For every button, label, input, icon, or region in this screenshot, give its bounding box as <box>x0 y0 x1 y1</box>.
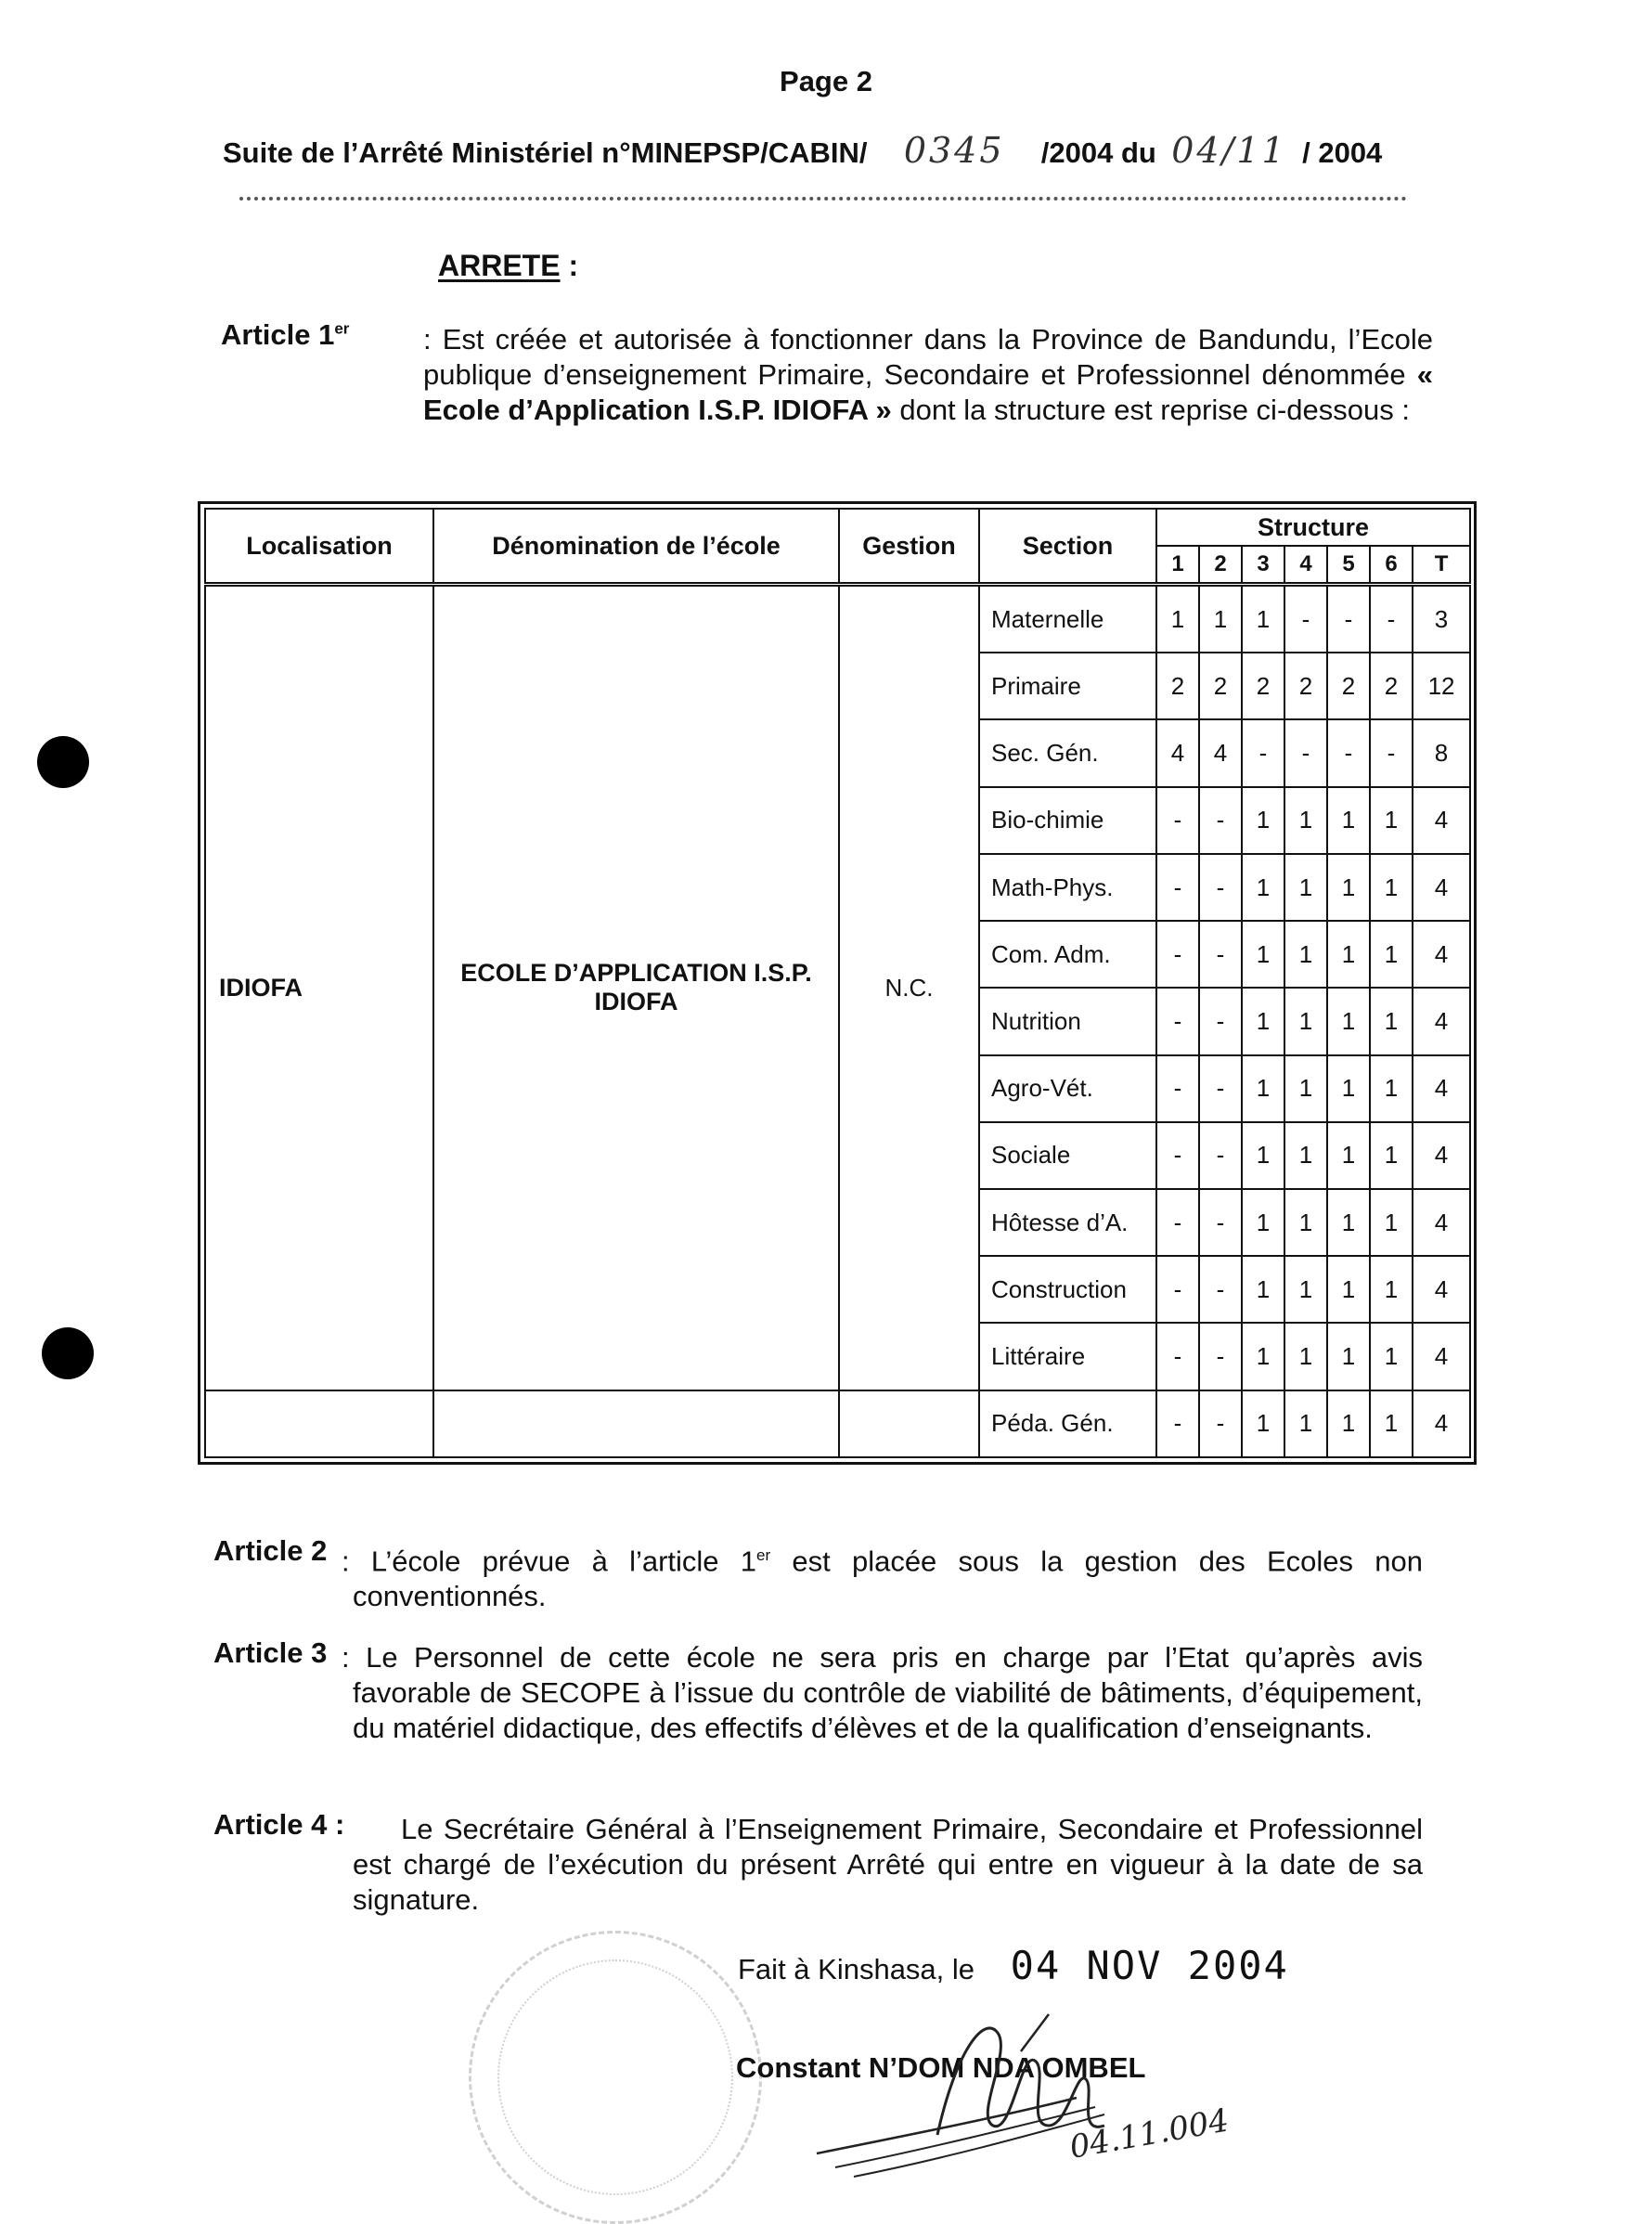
handwritten-decree-date: 04/11 <box>1171 130 1287 171</box>
cell-structure-value: 1 <box>1370 854 1413 921</box>
cell-section: Com. Adm. <box>979 921 1156 988</box>
cell-section: Péda. Gén. <box>979 1390 1156 1457</box>
punch-hole <box>37 736 89 788</box>
article-1-label <box>221 318 349 352</box>
cell-structure-value: - <box>1156 1323 1199 1390</box>
header-gestion: Gestion <box>839 509 979 585</box>
article-2-text-b: est placée sous la gestion des Ecoles non conventionnés. <box>353 1545 1423 1613</box>
header-structure-col: T <box>1413 546 1470 585</box>
cell-structure-value: 1 <box>1284 1055 1327 1122</box>
cell-empty <box>205 1390 433 1457</box>
cell-structure-value: - <box>1199 787 1242 854</box>
cell-structure-value: 1 <box>1284 854 1327 921</box>
article-2-text <box>342 1538 1423 1614</box>
cell-structure-value: 1 <box>1370 988 1413 1054</box>
cell-structure-value: 1 <box>1242 1189 1284 1256</box>
header-structure-col: 2 <box>1199 546 1242 585</box>
cell-structure-value: - <box>1156 988 1199 1054</box>
cell-structure-value: - <box>1370 719 1413 786</box>
decree-year-end: / 2004 <box>1302 136 1383 169</box>
cell-structure-value: 1 <box>1327 1390 1370 1457</box>
article-1-text <box>423 322 1433 428</box>
article-2-text-sup: er <box>756 1546 771 1564</box>
table-row <box>205 585 1470 653</box>
cell-structure-value: 2 <box>1284 653 1327 719</box>
cell-structure-value: 1 <box>1284 1256 1327 1323</box>
handwritten-decree-number: 0345 <box>903 130 1005 171</box>
cell-structure-value: 2 <box>1199 653 1242 719</box>
cell-structure-value: - <box>1327 719 1370 786</box>
cell-structure-value: 1 <box>1242 585 1284 653</box>
cell-section: Math-Phys. <box>979 854 1156 921</box>
cell-structure-value: 1 <box>1284 921 1327 988</box>
cell-structure-value: 1 <box>1242 1122 1284 1189</box>
cell-section: Agro-Vét. <box>979 1055 1156 1122</box>
cell-structure-value: 4 <box>1413 787 1470 854</box>
cell-structure-value: 1 <box>1370 1055 1413 1122</box>
cell-structure-value: - <box>1156 854 1199 921</box>
signature-date: 04.11.004 <box>1066 2101 1232 2166</box>
cell-structure-value: 2 <box>1242 653 1284 719</box>
cell-structure-value: 1 <box>1327 921 1370 988</box>
cell-structure-value: 4 <box>1413 1122 1470 1189</box>
cell-structure-value: - <box>1156 1390 1199 1457</box>
header-denomination: Dénomination de l’école <box>433 509 839 585</box>
cell-empty <box>433 1390 839 1457</box>
cell-structure-value: - <box>1199 854 1242 921</box>
cell-structure-value: 1 <box>1327 988 1370 1054</box>
cell-structure-value: 1 <box>1327 787 1370 854</box>
article-3-label: Article 3 <box>213 1636 328 1669</box>
place-and-date <box>738 1943 1289 1988</box>
cell-structure-value: 1 <box>1370 1122 1413 1189</box>
cell-structure-value: - <box>1199 1122 1242 1189</box>
cell-structure-value: 4 <box>1199 719 1242 786</box>
cell-structure-value: 1 <box>1370 1323 1413 1390</box>
article-4-text: Le Secrétaire Général à l’Enseignement Primaire, Secondaire et Professionnel est chargé de l’exécution du présent Arrêté qui entre en vigueur à la date de sa signature. <box>353 1813 1423 1916</box>
cell-structure-value: - <box>1284 719 1327 786</box>
cell-gestion: N.C. <box>839 585 979 1390</box>
structure-table <box>198 501 1477 1465</box>
header-structure-col: 3 <box>1242 546 1284 585</box>
cell-structure-value: 4 <box>1413 921 1470 988</box>
cell-structure-value: 1 <box>1284 1122 1327 1189</box>
article-3-text: : Le Personnel de cette école ne sera pris en charge par l’Etat qu’après avis favorable de SECOPE à l’issue du contrôle de viabilité de bâtiments, d’équipement, du matériel didactique, des effectifs d’élèves et de la qualification d’enseignants. <box>342 1641 1423 1744</box>
cell-structure-value: - <box>1199 1055 1242 1122</box>
cell-structure-value: 2 <box>1156 653 1199 719</box>
date-stamp: 04 NOV 2004 <box>1010 1943 1289 1988</box>
cell-structure-value: - <box>1199 1189 1242 1256</box>
cell-structure-value: 1 <box>1284 988 1327 1054</box>
cell-structure-value: 1 <box>1370 1189 1413 1256</box>
decree-reference-prefix: Suite de l’Arrêté Ministériel n°MINEPSP/CABIN/ <box>223 136 868 169</box>
cell-structure-value: - <box>1156 1256 1199 1323</box>
article-1-text-b: dont la structure est reprise ci-dessous : <box>891 394 1410 426</box>
cell-structure-value: - <box>1156 1189 1199 1256</box>
cell-structure-value: - <box>1199 1390 1242 1457</box>
cell-section: Primaire <box>979 653 1156 719</box>
cell-structure-value: 1 <box>1242 1390 1284 1457</box>
section-title <box>438 249 578 283</box>
cell-section: Maternelle <box>979 585 1156 653</box>
cell-structure-value: 1 <box>1242 1256 1284 1323</box>
cell-structure-value: 4 <box>1413 1189 1470 1256</box>
cell-section: Construction <box>979 1256 1156 1323</box>
cell-structure-value: 1 <box>1327 1189 1370 1256</box>
cell-structure-value: 8 <box>1413 719 1470 786</box>
cell-structure-value: - <box>1284 585 1327 653</box>
cell-structure-value: 1 <box>1242 988 1284 1054</box>
cell-structure-value: 1 <box>1327 854 1370 921</box>
cell-structure-value: 1 <box>1284 1189 1327 1256</box>
official-seal-stamp <box>469 1931 762 2224</box>
handwritten-signature <box>798 1996 1232 2181</box>
decree-year-separator: /2004 du <box>1040 136 1156 169</box>
cell-structure-value: 4 <box>1413 1256 1470 1323</box>
cell-section: Bio-chimie <box>979 787 1156 854</box>
cell-structure-value: 4 <box>1413 1390 1470 1457</box>
cell-section: Littéraire <box>979 1323 1156 1390</box>
structure-table-grid <box>204 508 1471 1458</box>
cell-empty <box>839 1390 979 1457</box>
place-label: Fait à Kinshasa, le <box>738 1953 975 1985</box>
article-4-label: Article 4 : <box>213 1808 345 1841</box>
cell-structure-value: 1 <box>1284 1390 1327 1457</box>
cell-structure-value: 4 <box>1156 719 1199 786</box>
cell-structure-value: 1 <box>1327 1122 1370 1189</box>
school-name: « Ecole d’Application I.S.P. IDIOFA » <box>423 358 1433 426</box>
section-title-text: ARRETE <box>438 249 561 282</box>
cell-structure-value: 1 <box>1242 1323 1284 1390</box>
header-divider <box>239 197 1407 200</box>
cell-structure-value: 2 <box>1327 653 1370 719</box>
cell-structure-value: 1 <box>1199 585 1242 653</box>
cell-section: Sociale <box>979 1122 1156 1189</box>
header-structure-col: 5 <box>1327 546 1370 585</box>
cell-structure-value: 4 <box>1413 1055 1470 1122</box>
signer-name: Constant N’DOM NDA OMBEL <box>736 2051 1146 2084</box>
punch-hole <box>42 1327 94 1379</box>
cell-structure-value: 1 <box>1242 921 1284 988</box>
cell-structure-value: 1 <box>1242 854 1284 921</box>
cell-structure-value: 12 <box>1413 653 1470 719</box>
article-2-text-a: : L’école prévue à l’article 1 <box>342 1545 757 1578</box>
cell-structure-value: - <box>1156 921 1199 988</box>
cell-structure-value: - <box>1370 585 1413 653</box>
page-number: Page 2 <box>780 65 872 97</box>
cell-section: Hôtesse d’A. <box>979 1189 1156 1256</box>
header-localisation: Localisation <box>205 509 433 585</box>
article-1-label-sup: er <box>334 319 350 338</box>
cell-structure-value: - <box>1199 921 1242 988</box>
cell-localisation: IDIOFA <box>205 585 433 1390</box>
header-section: Section <box>979 509 1156 585</box>
section-title-colon: : <box>560 249 579 282</box>
cell-structure-value: 4 <box>1413 988 1470 1054</box>
cell-structure-value: 1 <box>1370 787 1413 854</box>
cell-structure-value: - <box>1199 1256 1242 1323</box>
article-1-text-a: : Est créée et autorisée à fonctionner dans la Province de Bandundu, l’Ecole publique d’enseignement Primaire, Secondaire et Professionnel dénommée <box>423 323 1433 391</box>
header-structure: Structure <box>1156 509 1470 546</box>
cell-denomination: ECOLE D’APPLICATION I.S.P. IDIOFA <box>433 585 839 1390</box>
cell-structure-value: 1 <box>1370 1256 1413 1323</box>
cell-structure-value: 1 <box>1327 1256 1370 1323</box>
cell-structure-value: 1 <box>1284 1323 1327 1390</box>
cell-structure-value: - <box>1199 1323 1242 1390</box>
cell-structure-value: - <box>1327 585 1370 653</box>
cell-section: Sec. Gén. <box>979 719 1156 786</box>
article-2-label: Article 2 <box>213 1534 328 1567</box>
cell-section: Nutrition <box>979 988 1156 1054</box>
cell-structure-value: 3 <box>1413 585 1470 653</box>
header-structure-col: 4 <box>1284 546 1327 585</box>
cell-structure-value: 1 <box>1327 1323 1370 1390</box>
table-row <box>205 1390 1470 1457</box>
header-structure-col: 1 <box>1156 546 1199 585</box>
cell-structure-value: - <box>1156 1122 1199 1189</box>
cell-structure-value: 1 <box>1242 787 1284 854</box>
header-structure-col: 6 <box>1370 546 1413 585</box>
cell-structure-value: 1 <box>1156 585 1199 653</box>
cell-structure-value: 2 <box>1370 653 1413 719</box>
cell-structure-value: 1 <box>1284 787 1327 854</box>
cell-structure-value: 1 <box>1327 1055 1370 1122</box>
cell-structure-value: - <box>1156 1055 1199 1122</box>
cell-structure-value: 1 <box>1242 1055 1284 1122</box>
cell-structure-value: 1 <box>1370 921 1413 988</box>
cell-structure-value: - <box>1199 988 1242 1054</box>
cell-structure-value: - <box>1242 719 1284 786</box>
decree-reference-line <box>223 130 1429 171</box>
cell-structure-value: 4 <box>1413 854 1470 921</box>
cell-structure-value: 1 <box>1370 1390 1413 1457</box>
cell-structure-value: 4 <box>1413 1323 1470 1390</box>
cell-structure-value: - <box>1156 787 1199 854</box>
article-1-label-text: Article 1 <box>221 318 335 351</box>
